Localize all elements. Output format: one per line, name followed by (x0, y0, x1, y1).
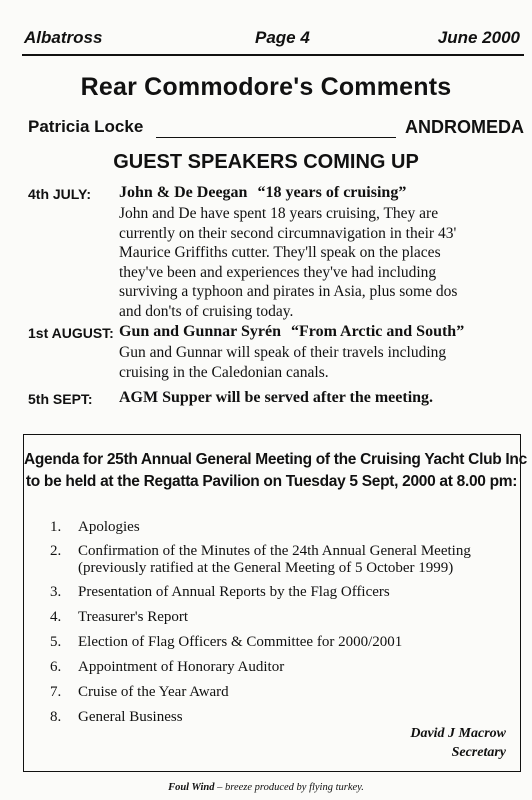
agenda-item-number: 3. (50, 584, 62, 600)
event-date: 4th JULY: (28, 186, 92, 202)
agenda-item-text: Appointment of Honorary Auditor (78, 659, 285, 675)
event-description-line: and don'ts of cruising today. (119, 302, 294, 320)
event-topic: “18 years of cruising” (257, 184, 407, 201)
agenda-item-text: Cruise of the Year Award (78, 684, 229, 700)
event-speakers: Gun and Gunnar Syrén (119, 323, 281, 340)
agenda-item-number: 8. (50, 709, 62, 725)
event-date: 1st AUGUST: (28, 325, 114, 341)
event-topic: “From Arctic and South” (291, 323, 465, 340)
event-description-line: John and De have spent 18 years cruising, They are (119, 205, 439, 222)
footer-credit-text: – breeze produced by flying turkey. (214, 782, 364, 793)
agenda-box (23, 434, 527, 772)
agenda-title-line: Agenda for 25th Annual General Meeting of the Cruising Yacht Club Inc (24, 451, 527, 468)
event-speakers: John & De Deegan (119, 184, 248, 201)
agenda-item-text: General Business (78, 709, 183, 725)
issue-date: June 2000 (437, 28, 520, 47)
agenda-item-number: 7. (50, 684, 62, 700)
event-description-line: surviving a typhoon and pirates in Asia, plus some dos (119, 283, 458, 300)
event-headline: AGM Supper will be served after the meeting. (119, 389, 434, 406)
event-description-line: they've been and experiences they've had including (119, 263, 437, 281)
agenda-item-number: 6. (50, 659, 62, 675)
agenda-item-number: 5. (50, 634, 62, 650)
signoff-title: Secretary (451, 745, 506, 760)
agenda-item-text: Confirmation of the Minutes of the 24th Annual General Meeting (78, 543, 471, 559)
event-description-line: Maurice Griffiths cutter. They'll speak on the places (119, 244, 441, 261)
event-description (119, 343, 524, 382)
event-date: 5th SEPT: (28, 391, 93, 407)
event-description-line: cruising in the Caledonian canals. (119, 363, 329, 381)
event-description-line: Gun and Gunnar will speak of their travels including (119, 344, 447, 361)
author-rule (156, 137, 396, 138)
agenda-item-number: 4. (50, 609, 62, 625)
footer-credit-name: Foul Wind (168, 782, 215, 793)
author-name: Patricia Locke (28, 117, 144, 136)
event-headline (119, 323, 464, 341)
author-row (28, 115, 524, 139)
footer-credit (0, 782, 532, 793)
agenda-item-text: Presentation of Annual Reports by the Flag Officers (78, 584, 390, 600)
event-description-line: currently on their second circumnavigation in their 43' (119, 224, 457, 242)
agenda-item-number: 1. (50, 519, 62, 535)
agenda-item-text: Election of Flag Officers & Committee for 2000/2001 (78, 634, 403, 650)
page-header (22, 24, 524, 56)
agenda-item-text: Apologies (78, 519, 140, 535)
agenda-title-line: to be held at the Regatta Pavilion on Tuesday 5 Sept, 2000 at 8.00 pm: (25, 473, 518, 490)
agenda-item-text: Treasurer's Report (78, 609, 189, 625)
agenda-item-number: 2. (50, 543, 62, 559)
signoff-name: David J Macrow (410, 726, 506, 741)
section-heading: GUEST SPEAKERS COMING UP (113, 151, 419, 173)
page-title: Rear Commodore's Comments (80, 73, 452, 101)
newsletter-name: Albatross (24, 28, 103, 47)
event-headline (119, 184, 406, 202)
author-boat: ANDROMEDA (405, 117, 524, 137)
agenda-item-text: (previously ratified at the General Meeting of 5 October 1999) (78, 560, 454, 576)
event-description (119, 204, 524, 321)
page-number: Page 4 (255, 28, 310, 47)
